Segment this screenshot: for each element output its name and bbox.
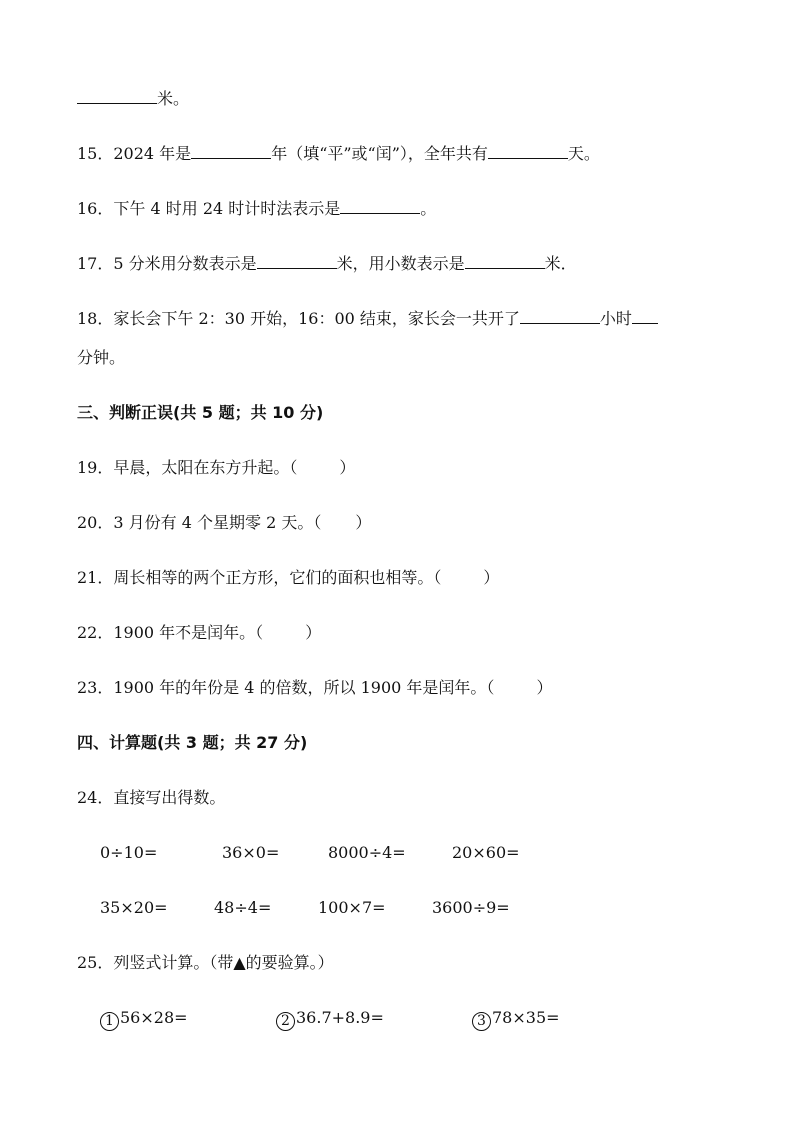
calc-expression: 56×28= <box>120 1008 188 1027</box>
calc-item[interactable]: 36×0= <box>222 843 280 862</box>
question-text: 米． <box>544 254 577 273</box>
question-text: 1900 年的年份是 4 的倍数，所以 1900 年是闰年。（ <box>113 678 495 697</box>
question-23 <box>77 678 552 698</box>
question-text: 早晨，太阳在东方升起。（ <box>113 458 298 477</box>
question-number: 17． <box>77 254 114 273</box>
question-text: 2024 年是 <box>113 144 192 163</box>
question-text: 周长相等的两个正方形，它们的面积也相等。（ <box>113 568 442 587</box>
calc-item[interactable]: 35×20= <box>100 898 168 917</box>
question-text: 米，用小数表示是 <box>336 254 465 273</box>
calc-item[interactable]: 3600÷9= <box>432 898 510 917</box>
paren-close: ） <box>305 623 322 642</box>
question-19 <box>77 458 355 478</box>
calc-expression: 78×35= <box>492 1008 560 1027</box>
question-number: 22． <box>77 623 114 642</box>
question-15 <box>77 143 600 164</box>
question-text: 1900 年不是闰年。（ <box>113 623 264 642</box>
question-text: 3 月份有 4 个星期零 2 天。（ <box>113 513 322 532</box>
question-number: 21． <box>77 568 114 587</box>
question-22 <box>77 623 321 643</box>
question-text: 下午 4 时用 24 时计时法表示是 <box>113 199 341 218</box>
calc-item[interactable]: 48÷4= <box>214 898 272 917</box>
section-heading-judge: 三、判断正误(共 5 题；共 10 分) <box>77 403 324 422</box>
answer-blank[interactable] <box>257 253 337 269</box>
question-24 <box>77 788 225 808</box>
vertical-calc-item-1[interactable] <box>100 1008 188 1031</box>
question-17 <box>77 253 577 274</box>
question-text: 年（填“平”或“闰”），全年共有 <box>271 144 488 163</box>
question-text: 列竖式计算。（带▲的要验算。） <box>113 953 334 972</box>
paren-close: ） <box>536 678 553 697</box>
question-14-tail <box>77 88 189 109</box>
question-number: 25． <box>77 953 114 972</box>
calc-item[interactable]: 8000÷4= <box>328 843 406 862</box>
question-text: 家长会下午 2：30 开始，16：00 结束，家长会一共开了 <box>113 309 520 328</box>
circled-number-icon: 3 <box>472 1012 491 1031</box>
vertical-calc-item-3[interactable] <box>472 1008 560 1031</box>
section-heading-calc: 四、计算题(共 3 题；共 27 分) <box>77 733 308 752</box>
question-text: 直接写出得数。 <box>113 788 226 807</box>
question-number: 18． <box>77 309 114 328</box>
question-number: 20． <box>77 513 114 532</box>
calc-item[interactable]: 20×60= <box>452 843 520 862</box>
calc-item[interactable]: 100×7= <box>318 898 386 917</box>
paren-close: ） <box>355 513 372 532</box>
answer-blank[interactable] <box>520 308 600 324</box>
question-text: 天。 <box>567 144 600 163</box>
answer-blank[interactable] <box>191 143 271 159</box>
question-number: 16． <box>77 199 114 218</box>
calc-expression: 36.7+8.9= <box>296 1008 384 1027</box>
question-18-continued <box>77 348 125 368</box>
calc-item[interactable]: 0÷10= <box>100 843 158 862</box>
question-text: 5 分米用分数表示是 <box>113 254 257 273</box>
question-20 <box>77 513 371 533</box>
vertical-calc-item-2[interactable] <box>276 1008 384 1031</box>
paren-close: ） <box>339 458 356 477</box>
circled-number-icon: 1 <box>100 1012 119 1031</box>
answer-blank[interactable] <box>632 308 658 324</box>
answer-blank[interactable] <box>340 198 420 214</box>
question-21 <box>77 568 499 588</box>
answer-blank[interactable] <box>465 253 545 269</box>
unit-text: 米。 <box>157 89 190 108</box>
circled-number-icon: 2 <box>276 1012 295 1031</box>
question-number: 19． <box>77 458 114 477</box>
question-text: 。 <box>420 199 437 218</box>
question-text: 分钟。 <box>77 348 126 367</box>
question-number: 23． <box>77 678 114 697</box>
answer-blank[interactable] <box>77 88 157 104</box>
paren-close: ） <box>483 568 500 587</box>
answer-blank[interactable] <box>488 143 568 159</box>
question-number: 15． <box>77 144 114 163</box>
question-16 <box>77 198 436 219</box>
question-text: 小时 <box>599 309 632 328</box>
question-18 <box>77 308 658 329</box>
question-number: 24． <box>77 788 114 807</box>
question-25 <box>77 953 334 973</box>
